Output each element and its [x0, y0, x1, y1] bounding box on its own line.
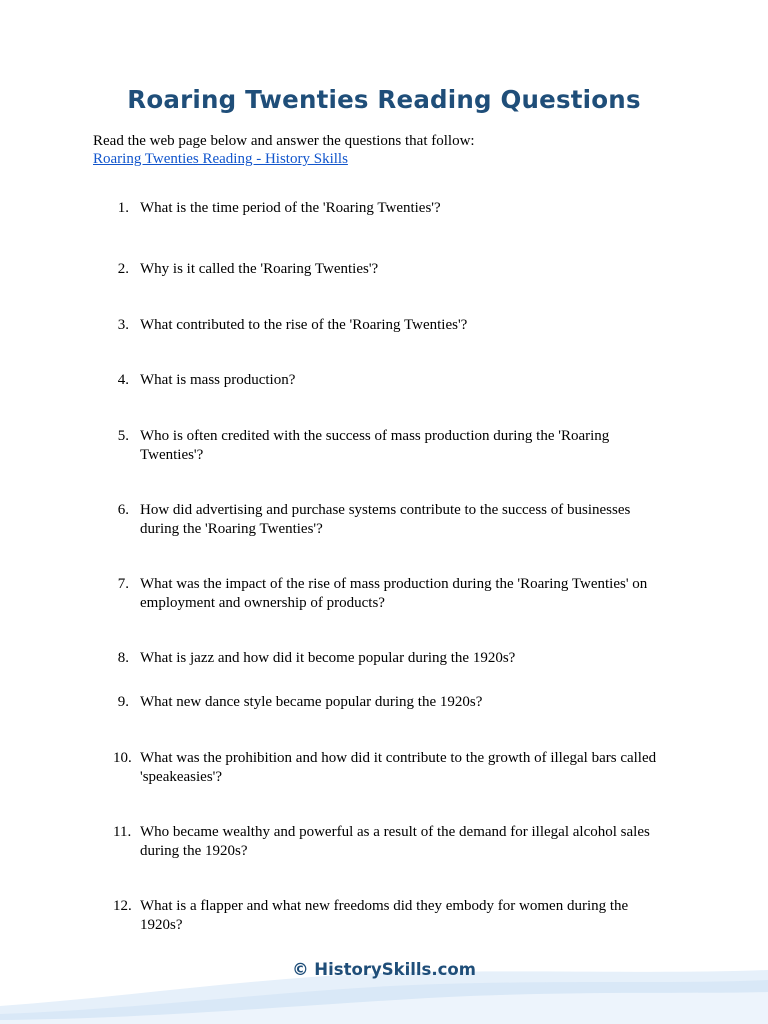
question-number: 11.	[113, 824, 132, 840]
question-number: 6.	[117, 502, 129, 518]
footer-wave-decoration	[0, 944, 768, 1024]
question-text: How did advertising and purchase systems contribute to the success of businesses during the 'Roaring Twenties'?	[140, 502, 631, 537]
question-text: What is jazz and how did it become popular during the 1920s?	[140, 650, 516, 666]
question-text: What was the prohibition and how did it contribute to the growth of illegal bars called 'speakeasies'?	[140, 750, 657, 785]
question-text: Who became wealthy and powerful as a result of the demand for illegal alcohol sales during the 1920s?	[140, 824, 650, 859]
question-item	[113, 199, 673, 218]
question-text: Who is often credited with the success of mass production during the 'Roaring Twenties'?	[140, 428, 610, 463]
question-text: What contributed to the rise of the 'Roaring Twenties'?	[140, 317, 468, 333]
intro	[93, 132, 475, 168]
question-item	[113, 897, 673, 935]
footer-copyright: © HistorySkills.com	[292, 960, 476, 979]
page-title: Roaring Twenties Reading Questions	[127, 85, 641, 114]
question-item	[113, 693, 673, 712]
question-item	[113, 649, 673, 668]
question-text: What is mass production?	[140, 372, 296, 388]
question-item	[113, 316, 673, 335]
intro-text: Read the web page below and answer the questions that follow:	[93, 133, 475, 149]
question-number: 5.	[117, 428, 129, 444]
question-item	[113, 260, 673, 279]
question-number: 4.	[117, 372, 129, 388]
question-text: What is the time period of the 'Roaring Twenties'?	[140, 200, 441, 216]
question-item	[113, 501, 673, 539]
question-item	[113, 749, 673, 787]
question-item	[113, 427, 673, 465]
question-number: 10.	[113, 750, 132, 766]
question-number: 9.	[117, 694, 129, 710]
question-number: 2.	[117, 261, 129, 277]
question-item	[113, 575, 673, 613]
question-number: 8.	[117, 650, 129, 666]
question-text: What was the impact of the rise of mass production during the 'Roaring Twenties' on employment and ownership of products?	[140, 576, 648, 611]
question-number: 12.	[113, 898, 132, 914]
question-number: 3.	[117, 317, 129, 333]
question-text: Why is it called the 'Roaring Twenties'?	[140, 261, 379, 277]
question-text: What new dance style became popular during the 1920s?	[140, 694, 483, 710]
reading-link[interactable]: Roaring Twenties Reading - History Skills	[93, 151, 348, 167]
question-number: 1.	[117, 200, 129, 216]
question-text: What is a flapper and what new freedoms did they embody for women during the 1920s?	[140, 898, 629, 933]
question-number: 7.	[117, 576, 129, 592]
question-item	[113, 371, 673, 390]
question-item	[113, 823, 673, 861]
